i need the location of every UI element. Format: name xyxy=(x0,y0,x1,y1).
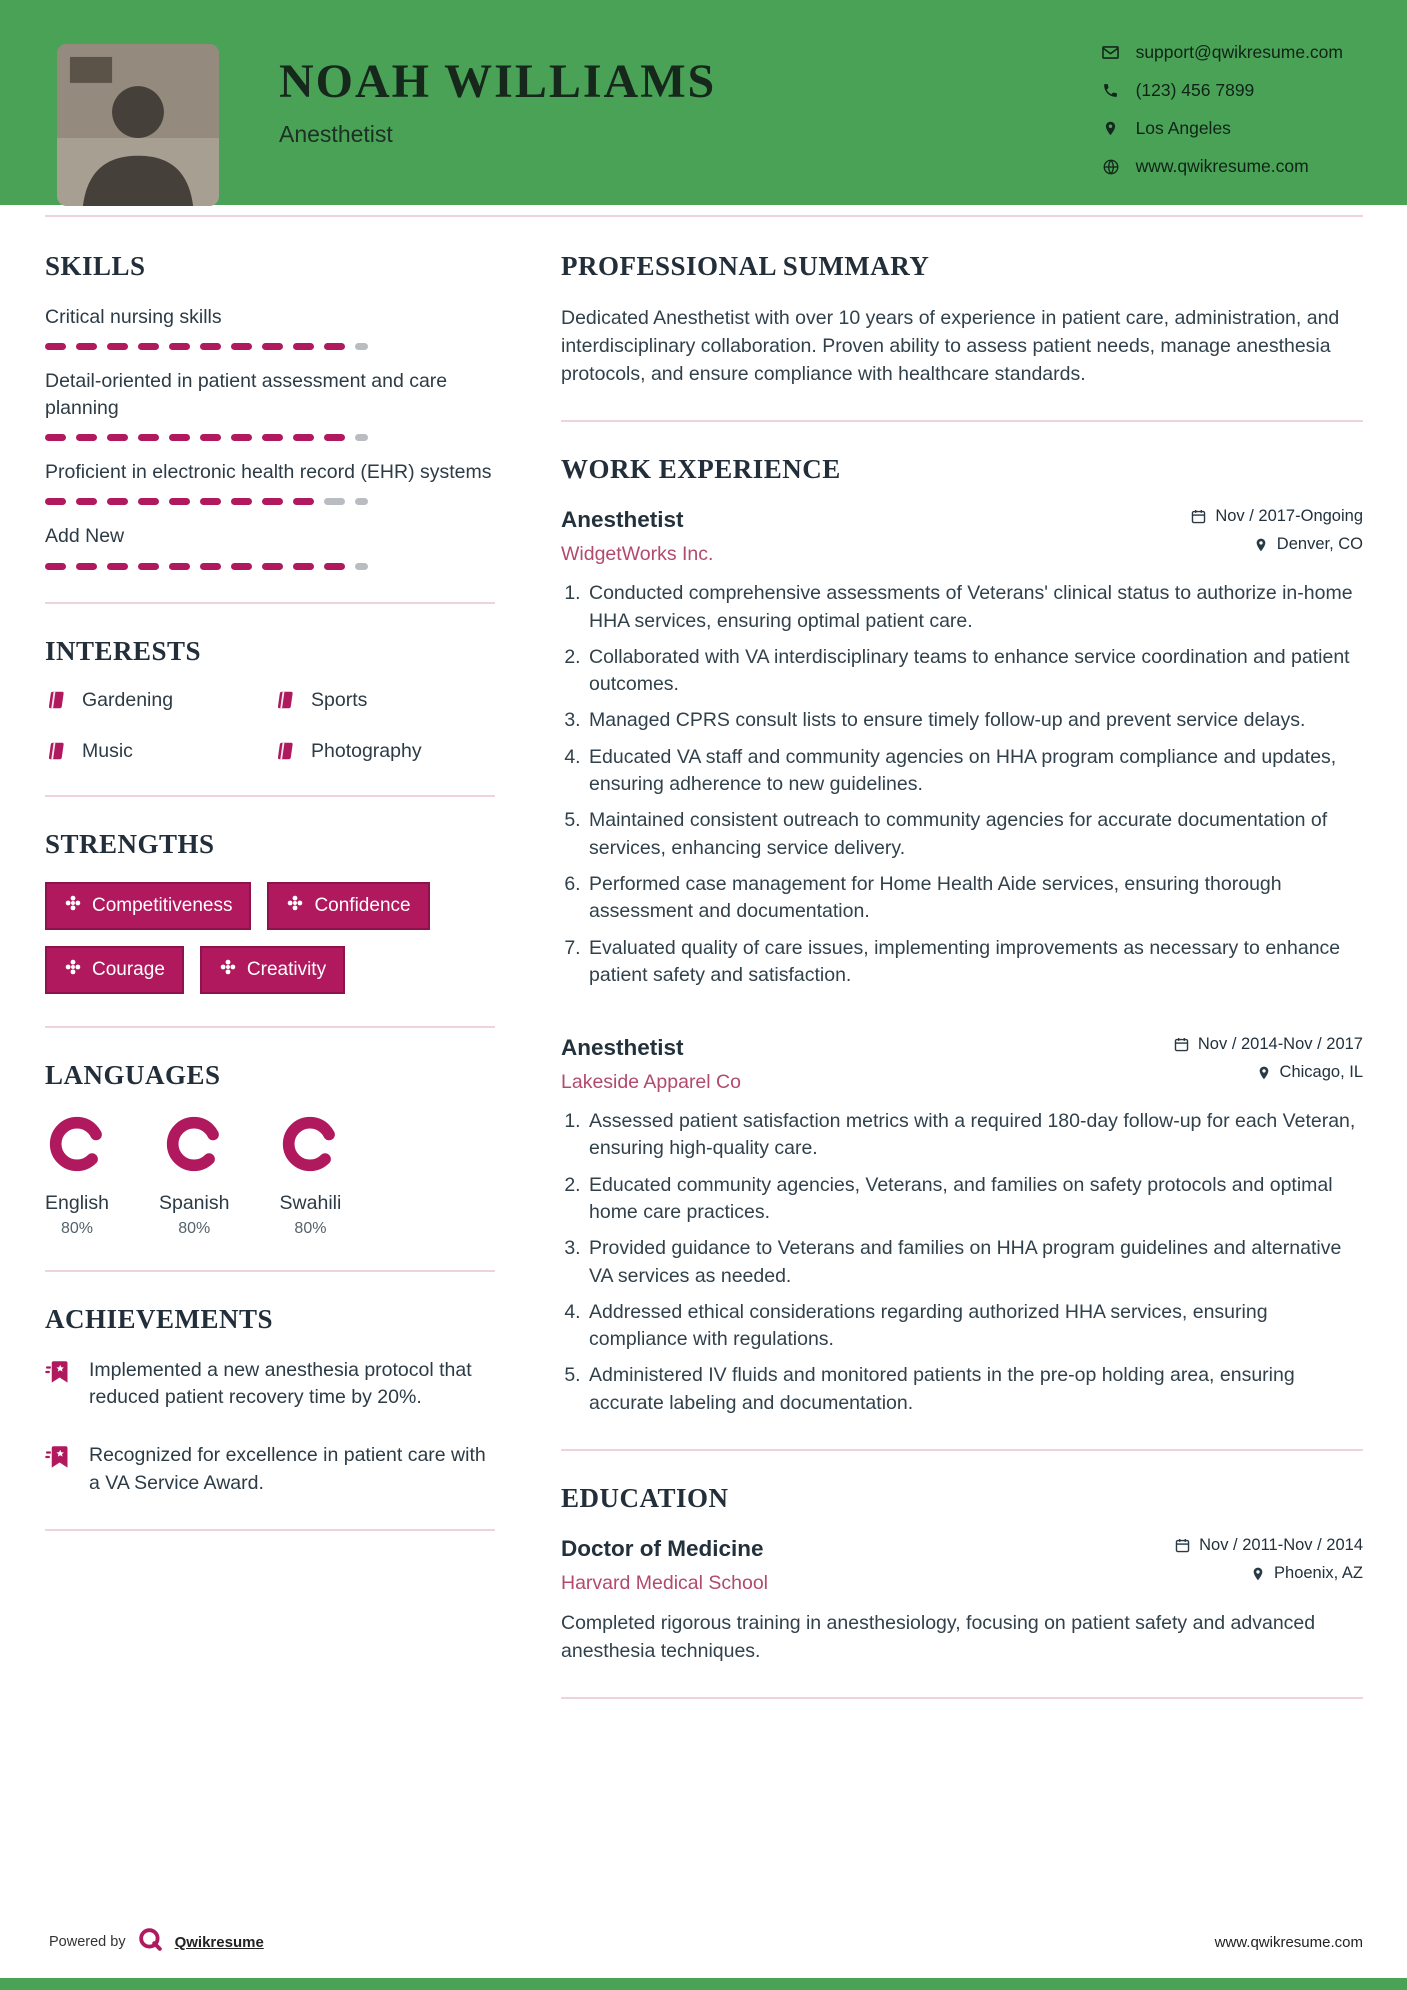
experience-bullet: 1. Assessed patient satisfaction metrics with a required 180-day follow-up for each Veteran, ensuring high-quality care. xyxy=(586,1108,1363,1163)
language-name: English xyxy=(45,1191,109,1214)
experience-entry xyxy=(561,507,1363,989)
education-location-row xyxy=(1174,1564,1363,1583)
progress-dash-empty xyxy=(355,343,368,350)
person-name: NOAH WILLIAMS xyxy=(279,55,717,108)
job-dates: Nov / 2014-Nov / 2017 xyxy=(1197,1035,1363,1054)
achievements-heading: ACHIEVEMENTS xyxy=(45,1303,274,1334)
progress-dash-filled xyxy=(107,563,128,570)
job-location: Chicago, IL xyxy=(1279,1063,1363,1082)
language-donut-chart xyxy=(46,1113,108,1180)
progress-dash-filled xyxy=(262,498,283,505)
experience-bullet: 2. Collaborated with VA interdisciplinary teams to enhance service coordination and patient outcomes. xyxy=(586,644,1363,699)
strength-label: Creativity xyxy=(246,958,327,980)
languages-section xyxy=(45,1060,495,1238)
company-link[interactable]: WidgetWorks Inc. xyxy=(561,543,714,566)
progress-dash-empty xyxy=(355,434,368,441)
job-title: Anesthetist xyxy=(561,507,684,533)
identity-block xyxy=(279,54,716,148)
skill-label: Critical nursing skills xyxy=(45,306,222,328)
flower-icon xyxy=(219,958,237,982)
content xyxy=(0,217,1407,1731)
contact-email-row xyxy=(1101,42,1343,63)
divider xyxy=(45,1270,495,1272)
skill-label: Detail-oriented in patient assessment and care planning xyxy=(45,370,448,419)
flower-icon xyxy=(64,958,82,982)
achievements-section xyxy=(45,1304,495,1498)
achievement-text: Implemented a new anesthesia protocol that reduced patient recovery time by 20%. xyxy=(89,1358,472,1409)
powered-by-label: Powered by xyxy=(49,1934,126,1950)
strength-label: Competitiveness xyxy=(92,894,233,916)
skills-heading: SKILLS xyxy=(45,251,146,281)
contact-location: Los Angeles xyxy=(1135,118,1231,138)
skill-item xyxy=(45,459,495,505)
profile-photo xyxy=(57,44,219,206)
globe-icon xyxy=(1101,158,1121,176)
progress-dash-filled xyxy=(107,498,128,505)
job-location: Denver, CO xyxy=(1276,535,1363,554)
divider xyxy=(561,420,1363,422)
strengths-list xyxy=(45,882,495,994)
divider xyxy=(45,1529,495,1531)
experience-bullet: 1. Conducted comprehensive assessments of Veterans' clinical status to authorize in-home HHA services, ensuring optimal patient care. xyxy=(586,580,1363,635)
experience-entry xyxy=(561,1035,1363,1417)
interests-section xyxy=(45,636,495,763)
contact-list xyxy=(1101,42,1343,194)
summary-text: Dedicated Anesthetist with over 10 years of experience in patient care, administration, and interdisciplinary collaboration. Proven ability to assess patient needs, manage anesthesia protocols, and ensure compliance with healthcare standards. xyxy=(561,307,1340,386)
progress-dash-filled xyxy=(200,498,221,505)
footer-site-link[interactable]: www.qwikresume.com xyxy=(1214,1933,1363,1951)
skill-label: Add New xyxy=(45,525,125,548)
education-left xyxy=(561,1536,768,1595)
language-name: Spanish xyxy=(158,1191,230,1214)
award-ribbon-icon xyxy=(45,1359,72,1412)
skills-list xyxy=(45,304,495,570)
job-dates-row xyxy=(1173,1035,1363,1054)
email-icon xyxy=(1101,43,1121,62)
language-donut-chart xyxy=(163,1113,225,1180)
job-dates: Nov / 2017-Ongoing xyxy=(1215,507,1363,526)
strength-badge xyxy=(45,946,184,994)
experience-bullet: 7. Evaluated quality of care issues, implementing improvements as necessary to enhance patient safety and satisfaction. xyxy=(586,935,1363,990)
experience-bullet: 2. Educated community agencies, Veterans, and families on safety protocols and optimal home care practices. xyxy=(586,1172,1363,1227)
language-item xyxy=(159,1113,229,1238)
book-icon xyxy=(45,689,67,711)
experience-entry-header xyxy=(561,507,1363,566)
interest-label: Photography xyxy=(311,739,422,762)
interest-label: Sports xyxy=(311,688,368,711)
experience-bullet-list xyxy=(561,580,1363,989)
interests-list xyxy=(45,689,495,763)
progress-dash-filled xyxy=(169,434,190,441)
experience-bullet: 3. Provided guidance to Veterans and families on HHA program guidelines and alternative VA services as needed. xyxy=(586,1235,1363,1290)
strength-badge xyxy=(200,946,345,994)
contact-phone: (123) 456 7899 xyxy=(1135,80,1255,100)
skill-label: Proficient in electronic health record (EHR) systems xyxy=(45,460,492,483)
experience-bullet: 5. Maintained consistent outreach to community agencies for accurate documentation of services, enhancing service delivery. xyxy=(586,807,1363,862)
progress-dash-filled xyxy=(293,498,314,505)
divider xyxy=(45,795,495,797)
progress-dash-filled xyxy=(45,434,66,441)
progress-dash-filled xyxy=(138,434,159,441)
achievement-text: Recognized for excellence in patient care with a VA Service Award. xyxy=(89,1443,486,1494)
languages-heading: LANGUAGES xyxy=(45,1059,221,1090)
calendar-icon xyxy=(1174,1537,1191,1554)
progress-dash-filled xyxy=(293,343,314,350)
left-column xyxy=(45,251,495,1731)
education-degree: Doctor of Medicine xyxy=(561,1536,764,1562)
summary-section xyxy=(561,251,1363,388)
strengths-section xyxy=(45,829,495,994)
language-item xyxy=(279,1113,341,1238)
skill-progress-bar xyxy=(45,343,495,350)
progress-dash-filled xyxy=(169,563,190,570)
progress-dash-filled xyxy=(262,343,283,350)
progress-dash-filled xyxy=(138,563,159,570)
pin-icon xyxy=(1250,1566,1266,1582)
progress-dash-filled xyxy=(262,563,283,570)
skills-section xyxy=(45,251,495,570)
calendar-icon xyxy=(1173,1036,1190,1053)
divider xyxy=(45,1026,495,1028)
qwikresume-logo-icon[interactable] xyxy=(137,1926,164,1958)
header xyxy=(0,0,1407,205)
language-percent: 80% xyxy=(60,1219,93,1237)
book-icon xyxy=(45,740,67,762)
qwikresume-link[interactable]: Qwikresume xyxy=(174,1933,264,1951)
divider xyxy=(45,602,495,604)
language-percent: 80% xyxy=(294,1219,327,1237)
experience-heading: WORK EXPERIENCE xyxy=(561,454,841,485)
interest-item xyxy=(45,689,266,712)
strength-badge xyxy=(267,882,429,930)
language-name: Swahili xyxy=(279,1191,342,1214)
skill-item xyxy=(45,523,495,569)
contact-phone-row xyxy=(1101,80,1343,101)
divider xyxy=(561,1449,1363,1451)
progress-dash-filled xyxy=(76,343,97,350)
award-ribbon-icon xyxy=(45,1444,72,1497)
progress-dash-filled xyxy=(45,498,66,505)
education-entry-header xyxy=(561,1536,1363,1595)
skill-item xyxy=(45,368,495,441)
progress-dash-filled xyxy=(324,563,345,570)
progress-dash-filled xyxy=(293,563,314,570)
education-dates-row xyxy=(1174,1536,1363,1555)
progress-dash-filled xyxy=(231,563,252,570)
education-heading: EDUCATION xyxy=(561,1483,729,1514)
contact-location-row xyxy=(1101,118,1343,139)
progress-dash-empty xyxy=(324,498,345,505)
pin-icon xyxy=(1253,537,1269,553)
experience-bullet-list xyxy=(561,1108,1363,1417)
language-donut-chart xyxy=(279,1113,341,1180)
job-title: Anesthetist xyxy=(561,1035,684,1061)
progress-dash-filled xyxy=(231,434,252,441)
progress-dash-filled xyxy=(138,343,159,350)
experience-entry-left xyxy=(561,507,713,566)
flower-icon xyxy=(64,894,82,918)
languages-list xyxy=(45,1113,495,1238)
pin-icon xyxy=(1256,1065,1272,1081)
summary-heading: PROFESSIONAL SUMMARY xyxy=(561,251,930,281)
education-section xyxy=(561,1483,1363,1665)
education-text: Completed rigorous training in anesthesiology, focusing on patient safety and advanced anesthesia techniques. xyxy=(561,1612,1316,1663)
calendar-icon xyxy=(1190,508,1207,525)
contact-email[interactable]: support@qwikresume.com xyxy=(1135,42,1343,62)
interest-label: Music xyxy=(82,739,133,762)
experience-bullet: 4. Educated VA staff and community agencies on HHA program compliance and updates, ensuring adherence to new guidelines. xyxy=(586,744,1363,799)
job-location-row xyxy=(1173,1063,1363,1082)
progress-dash-empty xyxy=(355,498,368,505)
phone-icon xyxy=(1101,82,1121,99)
progress-dash-filled xyxy=(107,343,128,350)
experience-entry-header xyxy=(561,1035,1363,1094)
language-item xyxy=(45,1113,109,1238)
strength-label: Courage xyxy=(92,958,165,980)
flower-icon xyxy=(286,894,304,918)
progress-dash-filled xyxy=(45,343,66,350)
skill-progress-bar xyxy=(45,563,495,570)
progress-dash-filled xyxy=(293,434,314,441)
progress-dash-filled xyxy=(76,563,97,570)
achievement-item xyxy=(45,1442,495,1497)
progress-dash-filled xyxy=(45,563,66,570)
progress-dash-empty xyxy=(355,563,368,570)
skill-progress-bar xyxy=(45,498,495,505)
progress-dash-filled xyxy=(76,434,97,441)
contact-website-row xyxy=(1101,156,1343,177)
profile-photo-placeholder xyxy=(57,44,219,206)
achievement-item xyxy=(45,1357,495,1412)
strength-label: Confidence xyxy=(314,894,411,916)
skill-progress-bar xyxy=(45,434,495,441)
bottom-green-bar xyxy=(0,1978,1407,1990)
progress-dash-filled xyxy=(169,498,190,505)
education-meta xyxy=(1154,1536,1363,1592)
progress-dash-filled xyxy=(169,343,190,350)
experience-list xyxy=(561,507,1363,1417)
progress-dash-filled xyxy=(138,498,159,505)
company-link[interactable]: Lakeside Apparel Co xyxy=(561,1071,741,1094)
progress-dash-filled xyxy=(231,498,252,505)
footer xyxy=(0,1926,1407,1958)
progress-dash-filled xyxy=(200,343,221,350)
education-dates: Nov / 2011-Nov / 2014 xyxy=(1199,1536,1363,1555)
progress-dash-filled xyxy=(200,434,221,441)
progress-dash-filled xyxy=(200,563,221,570)
strengths-heading: STRENGTHS xyxy=(45,828,215,859)
progress-dash-filled xyxy=(324,343,345,350)
experience-bullet: 4. Addressed ethical considerations regarding authorized HHA services, ensuring compliance with regulations. xyxy=(586,1299,1363,1354)
interest-label: Gardening xyxy=(82,688,174,711)
interest-item xyxy=(45,740,266,763)
book-icon xyxy=(274,689,296,711)
experience-entry-left xyxy=(561,1035,741,1094)
education-school[interactable]: Harvard Medical School xyxy=(561,1572,769,1595)
progress-dash-filled xyxy=(262,434,283,441)
progress-dash-filled xyxy=(107,434,128,441)
education-location: Phoenix, AZ xyxy=(1274,1564,1363,1583)
progress-dash-filled xyxy=(231,343,252,350)
interests-heading: INTERESTS xyxy=(45,635,202,666)
achievements-list xyxy=(45,1357,495,1498)
job-location-row xyxy=(1190,535,1363,554)
experience-bullet: 6. Performed case management for Home Health Aide services, ensuring thorough assessment and documentation. xyxy=(586,871,1363,926)
experience-entry-meta xyxy=(1170,507,1363,563)
strength-badge xyxy=(45,882,251,930)
progress-dash-filled xyxy=(324,434,345,441)
divider xyxy=(561,1697,1363,1699)
experience-bullet: 5. Administered IV fluids and monitored patients in the pre-op holding area, ensuring accurate labeling and documentation. xyxy=(586,1362,1363,1417)
experience-entry-meta xyxy=(1153,1035,1363,1091)
person-title: Anesthetist xyxy=(279,121,393,147)
right-column xyxy=(561,251,1363,1731)
contact-website[interactable]: www.qwikresume.com xyxy=(1135,156,1309,176)
book-icon xyxy=(274,740,296,762)
job-dates-row xyxy=(1190,507,1363,526)
language-percent: 80% xyxy=(178,1219,211,1237)
progress-dash-filled xyxy=(76,498,97,505)
experience-section xyxy=(561,454,1363,1417)
location-icon xyxy=(1101,120,1121,137)
footer-brand-block xyxy=(49,1926,264,1958)
interest-item xyxy=(274,740,495,763)
skill-item xyxy=(45,304,495,350)
interest-item xyxy=(274,689,495,712)
experience-bullet: 3. Managed CPRS consult lists to ensure timely follow-up and prevent service delays. xyxy=(586,707,1363,734)
